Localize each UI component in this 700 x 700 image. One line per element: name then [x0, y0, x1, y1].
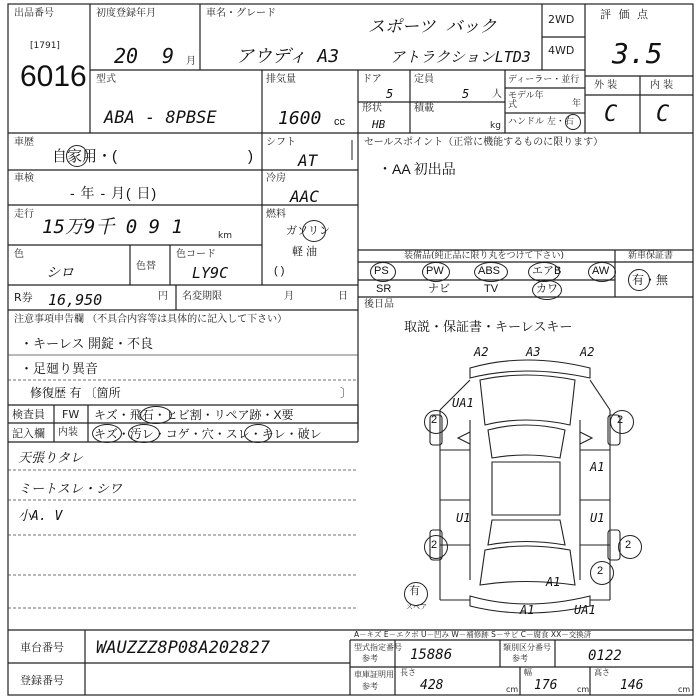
history-value: 自家用・( — [52, 148, 117, 165]
tire-rear-right-value: 2 — [625, 539, 632, 551]
color-value: シロ — [46, 265, 74, 281]
entry-label: 記入欄 — [12, 427, 45, 440]
reg-month-unit: 月 — [186, 56, 196, 67]
new-warranty-yes-circle — [628, 269, 650, 291]
capacity-label: 定員 — [414, 74, 434, 85]
damage-mark-front-left: A2 — [474, 345, 489, 359]
damage-mark-right-door: A1 — [590, 460, 605, 474]
damage-mark-rear-right: UA1 — [574, 603, 596, 617]
equip-abs-circle — [474, 262, 508, 282]
shaken-label: 車検 — [14, 173, 34, 184]
inspection-note-3: 小A. V — [18, 509, 63, 524]
name-change-label: 名変期限 — [182, 291, 222, 302]
dims-ref: 参考 — [362, 682, 378, 691]
reg-month: 9 — [162, 44, 175, 68]
displacement-value: 1600 — [278, 108, 322, 129]
tire-extra — [590, 561, 614, 585]
recycle-label: R券 — [14, 291, 33, 304]
equip-leather: カワ — [536, 283, 558, 295]
history-close: ) — [248, 148, 253, 165]
interior-scratch-circle — [92, 424, 122, 443]
damage-mark-left-rear-door: U1 — [456, 511, 471, 525]
exterior-grade: C — [604, 102, 618, 127]
sales-point-label: セールスポイント（正常に機能するものに限ります） — [364, 137, 604, 148]
capacity-unit: 人 — [492, 89, 502, 100]
equip-leather-circle — [532, 280, 562, 300]
first-registration-label: 初度登録年月 — [96, 8, 156, 19]
height-value: 146 — [620, 678, 644, 693]
body-type: スポーツ バック — [368, 17, 497, 37]
fuel-value: ガソリン — [286, 225, 330, 237]
dims-label: 車庫証明用 — [354, 670, 394, 679]
grade: アトラクションLTD3 — [390, 48, 531, 66]
damage-mark-left-fender: UA1 — [452, 396, 474, 410]
height-unit: cm — [678, 685, 691, 694]
rear-items: 取説・保証書・キーレスキー — [404, 319, 573, 334]
inspector-label: 検査員 — [12, 408, 45, 421]
shift-value: AT — [298, 151, 318, 170]
notes-line1: ・キーレス 開錠・不良 — [20, 336, 153, 351]
equip-tv: TV — [484, 283, 499, 295]
cert-label: 型式指定番号 — [354, 643, 402, 652]
cert-ref: 参考 — [362, 654, 378, 663]
interior-stain-circle — [128, 424, 160, 443]
load-unit: kg — [490, 121, 501, 131]
fuel-gasoline-circle — [302, 220, 326, 242]
color-label: 色 — [14, 249, 24, 260]
fw-label: FW — [62, 408, 80, 421]
name-change-month: 月 — [284, 291, 294, 302]
history-private-circle — [66, 145, 88, 167]
type-value: ABA - 8PBSE — [104, 108, 217, 128]
repair-history: 修復歴 有 〔箇所 — [30, 386, 121, 400]
color-code-label: 色コード — [176, 249, 216, 260]
mileage-unit: km — [218, 231, 232, 241]
doors-label: ドア — [362, 74, 382, 85]
drive-2wd: 2WD — [548, 13, 575, 26]
sales-point: ・AA 初出品 — [378, 161, 456, 177]
notes-line2: ・足廻り異音 — [20, 361, 99, 376]
ac-label: 冷房 — [266, 173, 286, 184]
interior-insp-label: 内装 — [58, 427, 78, 438]
new-warranty-options: 有・無 — [632, 273, 669, 287]
tire-rear-left-value: 2 — [431, 539, 438, 551]
damage-mark-rear-bumper: A1 — [520, 603, 535, 617]
tire-front-right-value: 2 — [617, 414, 624, 426]
name-grade-label: 車名・グレード — [206, 8, 276, 19]
model-year-label: モデル年式 — [508, 91, 544, 110]
exterior-label: 外 装 — [594, 80, 618, 91]
fuel-alt: 軽 油 — [292, 246, 318, 258]
recycle-unit: 円 — [158, 291, 168, 302]
damage-legend: A－キズ E－エクボ U－凹み W－補修跡 S－サビ C－腐食 XX－交換済 — [354, 630, 592, 639]
name-change-day: 日 — [338, 291, 348, 302]
doors-value: 5 — [386, 87, 394, 101]
equip-airbag-circle — [528, 262, 560, 282]
load-label: 積載 — [414, 103, 434, 114]
equip-ps-circle — [370, 262, 396, 282]
handle-label: ハンドル 左・右 — [508, 117, 574, 127]
displacement-label: 排気量 — [266, 74, 296, 85]
interior-items: キズ・汚レ・コゲ・穴・スレ・キレ・破レ — [94, 427, 322, 441]
repair-close: 〕 — [340, 386, 353, 400]
width-value: 176 — [534, 678, 558, 693]
registration-number-label: 登録番号 — [20, 674, 64, 687]
spare-tire-label: 有 — [409, 585, 420, 597]
ac-value: AAC — [290, 187, 319, 206]
tire-front-left-value: 2 — [431, 414, 438, 426]
chassis-value: WAUZZZ8P08A202827 — [96, 638, 270, 658]
capacity-value: 5 — [462, 87, 470, 101]
interior-grade: C — [656, 102, 670, 127]
length-label: 長さ — [400, 668, 416, 677]
width-unit: cm — [577, 685, 590, 694]
damage-mark-trunk: A1 — [546, 575, 561, 589]
reg-year: 20 — [114, 44, 139, 68]
fuel-paren: ( ) — [274, 265, 285, 277]
damage-mark-right-rear-door: U1 — [590, 511, 605, 525]
rear-items-label: 後日品 — [364, 299, 394, 310]
equip-aw: AW — [592, 265, 610, 277]
inspection-note-1: 天張りタレ — [18, 451, 84, 466]
interior-label: 内 装 — [650, 80, 674, 91]
class-label: 類別区分番号 — [503, 643, 551, 652]
shape-label: 形状 — [362, 103, 382, 114]
damage-mark-front-center: A3 — [526, 345, 541, 359]
lot-label: 出品番号 — [14, 8, 54, 19]
displacement-unit: cc — [334, 116, 345, 128]
fuel-label: 燃料 — [266, 209, 286, 220]
history-label: 車歴 — [14, 137, 34, 148]
equip-pw-circle — [422, 262, 450, 282]
lot-number: 6016 — [20, 60, 87, 93]
mileage-label: 走行 — [14, 209, 34, 220]
class-ref: 参考 — [512, 654, 528, 663]
handle-right-circle — [565, 114, 581, 130]
fw-stone-circle — [140, 406, 172, 424]
model-name: アウディ A3 — [236, 46, 340, 67]
equipment-label: 装備品(純正品に限り丸をつけて下さい) — [404, 251, 565, 261]
shift-label: シフト — [266, 137, 296, 148]
color-code: LY9C — [192, 264, 229, 282]
type-label: 型式 — [96, 74, 116, 85]
spare-sub: スペア — [406, 603, 427, 611]
width-label: 幅 — [524, 668, 532, 677]
score: 3.5 — [612, 37, 663, 70]
class-value: 0122 — [588, 648, 622, 664]
chassis-label: 車台番号 — [20, 641, 64, 654]
equip-abs: ABS — [478, 265, 501, 277]
length-unit: cm — [506, 685, 519, 694]
dealer-label: ディーラー・並行 — [508, 75, 580, 85]
model-year-unit: 年 — [572, 99, 582, 109]
score-label: 評 価 点 — [600, 8, 650, 21]
equip-pw: PW — [426, 265, 444, 277]
length-value: 428 — [420, 678, 444, 693]
equip-sr: SR — [376, 283, 392, 295]
mileage-value: 15万9千 0 9 1 — [42, 216, 183, 238]
color-change-label: 色替 — [136, 261, 156, 272]
equip-aw-circle — [588, 262, 616, 282]
interior-wear-circle — [244, 424, 272, 443]
cert-value: 15886 — [410, 647, 453, 663]
lot-sub: [1791] — [30, 41, 60, 51]
shape-value: HB — [372, 118, 386, 131]
drive-4wd: 4WD — [548, 44, 575, 57]
new-warranty-label: 新車保証書 — [628, 251, 674, 261]
damage-mark-front-right: A2 — [580, 345, 595, 359]
inspection-note-2: ミートスレ・シワ — [18, 482, 122, 497]
fw-items: キズ・飛石・ヒビ割・リペア跡・X要 — [94, 408, 294, 422]
height-label: 高さ — [594, 668, 610, 677]
equip-airbag: エアB — [532, 265, 562, 277]
recycle-value: 16,950 — [48, 291, 103, 309]
notes-label: 注意事項申告欄 （不具合内容等は具体的に記入して下さい） — [14, 314, 288, 325]
tire-extra-value: 2 — [597, 565, 604, 577]
equip-navi: ナビ — [428, 283, 450, 295]
equip-ps: PS — [374, 265, 389, 277]
shaken-value: - 年 - 月( 日) — [70, 185, 158, 201]
